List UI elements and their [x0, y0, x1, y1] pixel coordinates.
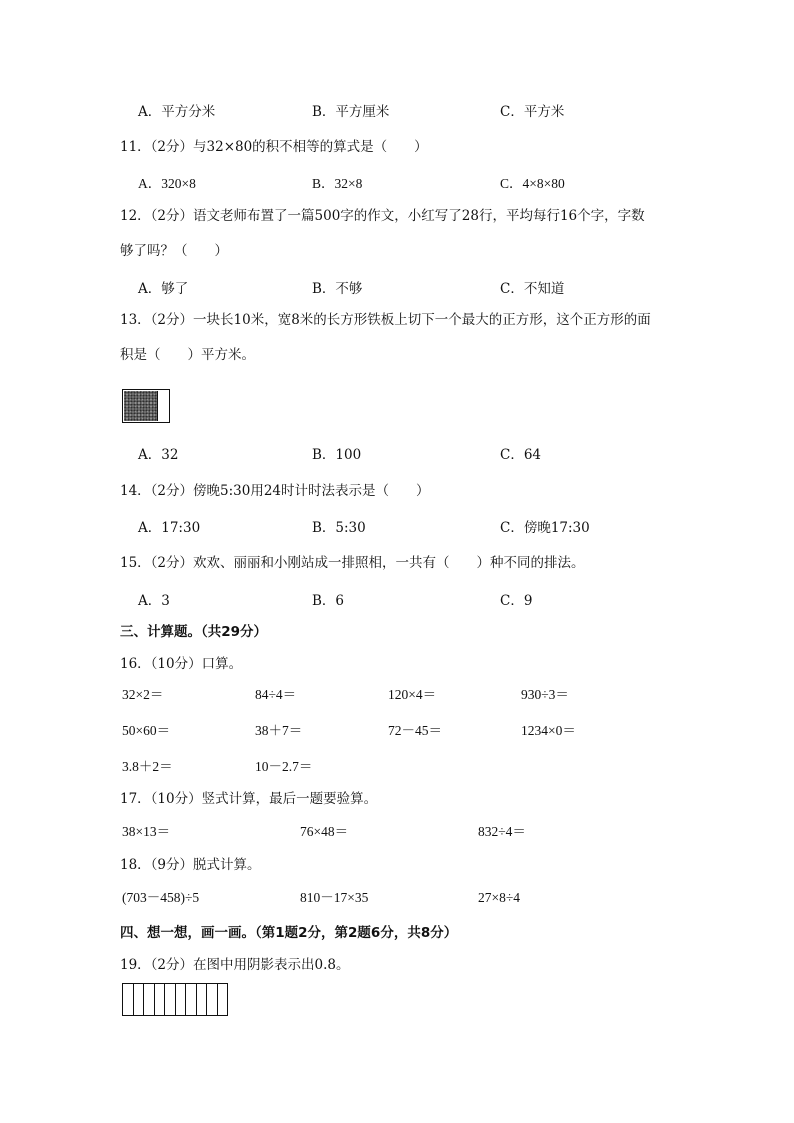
q12-stem-line1: 12．（2分）语文老师布置了一篇500字的作文，小红写了28行，平均每行16个字，字数	[120, 208, 645, 224]
q18-item: (703－458)÷5	[122, 890, 200, 905]
q17-item: 76×48＝	[300, 824, 349, 839]
q16-item: 32×2＝	[122, 687, 164, 702]
q19-grid-cell	[123, 984, 134, 1015]
q19-grid-cell	[197, 984, 208, 1015]
q16-item: 38＋7＝	[255, 723, 303, 738]
q12-stem-line2: 够了吗？（ ）	[120, 243, 228, 259]
q16-item: 84÷4＝	[255, 687, 297, 702]
q15-option-c: C．9	[500, 593, 533, 609]
q16-item: 120×4＝	[388, 687, 437, 702]
q18-item: 810－17×35	[300, 890, 369, 905]
q16-item: 50×60＝	[122, 723, 171, 738]
q19-stem: 19．（2分）在图中用阴影表示出0.8。	[120, 957, 350, 973]
section-3-title: 三、计算题。（共29分）	[120, 624, 268, 640]
q11-stem: 11．（2分）与32×80的积不相等的算式是（ ）	[120, 139, 428, 155]
q15-option-b: B．6	[312, 593, 345, 609]
q17-item: 38×13＝	[122, 824, 171, 839]
q13-option-c: C．64	[500, 447, 542, 463]
q19-grid-cell	[155, 984, 166, 1015]
q11-option-a: A．320×8	[138, 176, 196, 191]
q19-grid-cell	[144, 984, 155, 1015]
q14-stem: 14．（2分）傍晚5:30用24时计时法表示是（ ）	[120, 483, 430, 499]
q12-option-b: B．不够	[312, 281, 363, 297]
q12-option-a: A．够了	[138, 281, 189, 297]
q13-rectangle-figure	[122, 389, 170, 423]
section-4-title: 四、想一想，画一画。（第1题2分，第2题6分，共8分）	[120, 925, 458, 941]
q19-grid-cell	[186, 984, 197, 1015]
q13-stem-line2: 积是（ ）平方米。	[120, 347, 255, 363]
q10-option-b: B．平方厘米	[312, 104, 390, 120]
q13-option-a: A．32	[138, 447, 179, 463]
q19-grid-cell	[165, 984, 176, 1015]
q17-stem: 17．（10分）竖式计算，最后一题要验算。	[120, 791, 378, 807]
q12-option-c: C．不知道	[500, 281, 565, 297]
q10-option-c: C．平方米	[500, 104, 565, 120]
q19-grid-cell	[176, 984, 187, 1015]
q13-stem-line1: 13．（2分）一块长10米，宽8米的长方形铁板上切下一个最大的正方形，这个正方形的面	[120, 312, 651, 328]
q19-grid-cell	[207, 984, 218, 1015]
q16-item: 930÷3＝	[521, 687, 569, 702]
q18-stem: 18．（9分）脱式计算。	[120, 857, 261, 873]
q10-option-a: A．平方分米	[138, 104, 216, 120]
q16-item: 10－2.7＝	[255, 759, 313, 774]
q15-stem: 15．（2分）欢欢、丽丽和小刚站成一排照相，一共有（ ）种不同的排法。	[120, 555, 585, 571]
q16-item: 1234×0＝	[521, 723, 576, 738]
q19-grid-cell	[134, 984, 145, 1015]
q18-item: 27×8÷4	[478, 890, 521, 905]
q14-option-c: C．傍晚17:30	[500, 520, 590, 536]
q15-option-a: A．3	[138, 593, 170, 609]
q11-option-c: C．4×8×80	[500, 176, 565, 191]
q19-grid-figure	[122, 983, 228, 1016]
q13-shaded-square	[124, 391, 158, 421]
q13-option-b: B．100	[312, 447, 362, 463]
q16-stem: 16．（10分）口算。	[120, 656, 243, 672]
q17-item: 832÷4＝	[478, 824, 526, 839]
q14-option-a: A．17:30	[138, 520, 201, 536]
q16-item: 72－45＝	[388, 723, 442, 738]
q11-option-b: B．32×8	[312, 176, 363, 191]
q14-option-b: B．5:30	[312, 520, 366, 536]
q19-grid-cell	[218, 984, 228, 1015]
q16-item: 3.8＋2＝	[122, 759, 173, 774]
